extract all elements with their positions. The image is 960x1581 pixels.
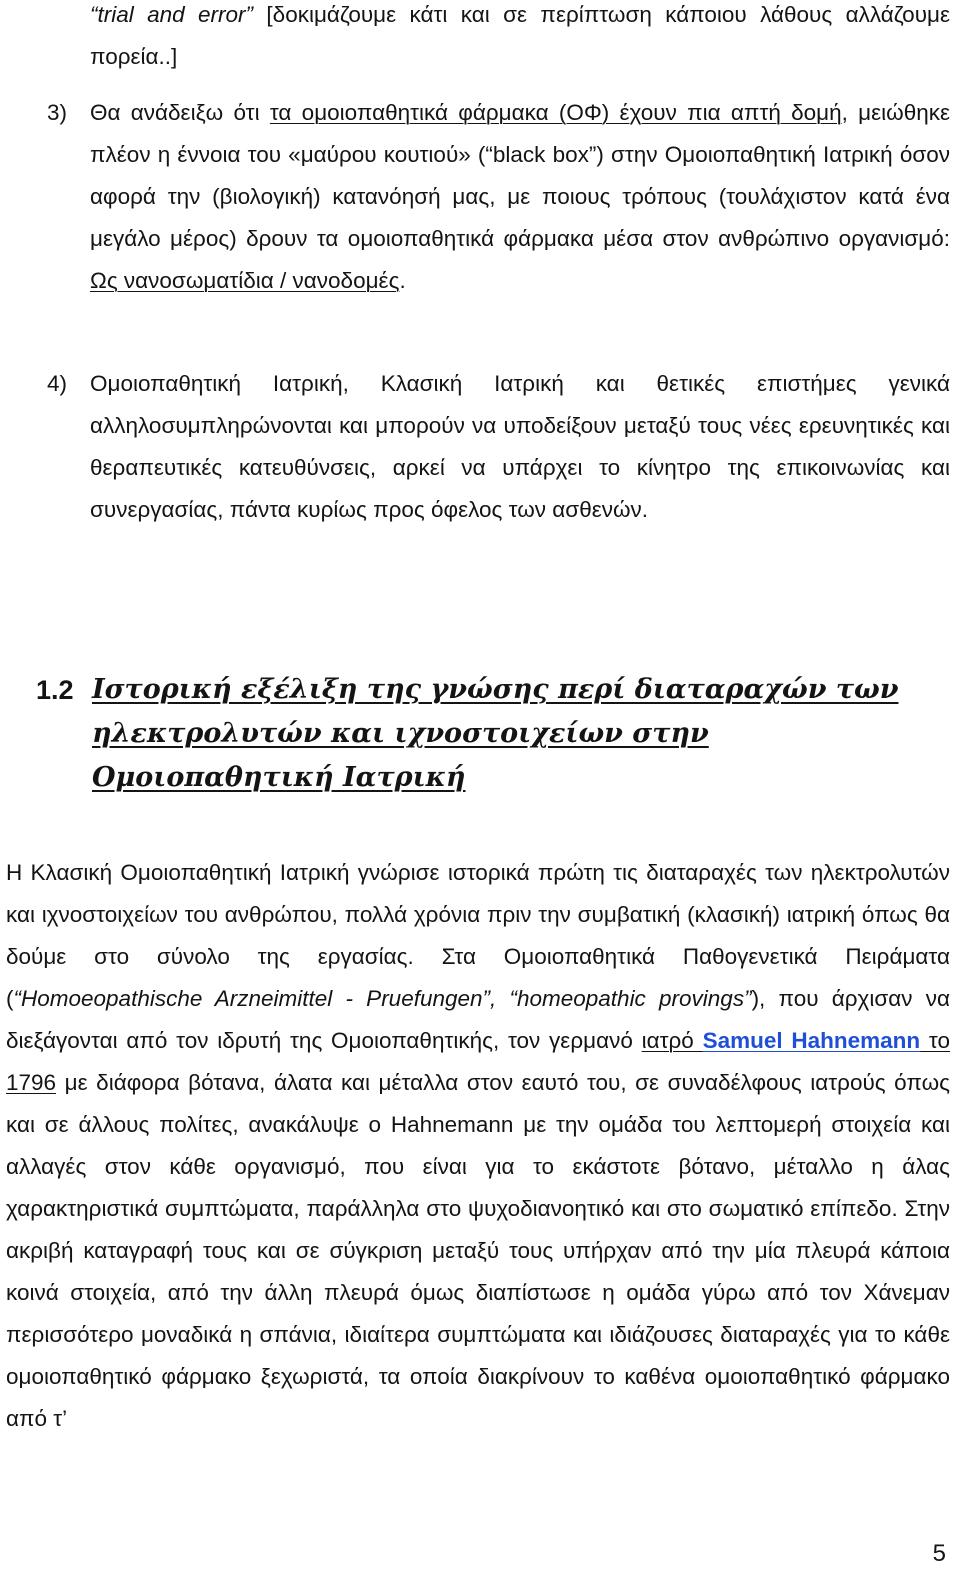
body-italic-term: “Homoeopathische Arzneimittel - Pruefungen”, “homeopathic provings” (13, 986, 752, 1011)
item3-text-c: . (399, 268, 406, 293)
body-paragraph (6, 852, 950, 1440)
section-heading (36, 668, 936, 800)
hahnemann-link[interactable]: Samuel Hahnemann (702, 1028, 921, 1053)
item3-underlined-b: Ως νανοσωματίδια / νανοδομές (90, 268, 400, 293)
body-underlined-post: το 1796 (6, 1028, 950, 1095)
list-text-4: Ομοιοπαθητική Ιατρική, Κλασική Ιατρική και θετικές επιστήμες γενικά αλληλοσυμπληρώνονται και μπορούν να υποδείξουν μεταξύ τους νέες ερευνητικές και θεραπευτικές κατευθύνσεις, αρκεί να υπάρχει το κίνητρο της επικοινωνίας και συνεργασίας, πάντα κυρίως προς όφελος των ασθενών. (90, 371, 950, 522)
list-item-3 (47, 92, 950, 302)
intro-term: “trial and error” (90, 2, 254, 27)
item3-underlined-a: τα ομοιοπαθητικά φάρμακα (ΟΦ) έχουν πια απτή δομή (269, 100, 842, 125)
intro-rest: [δοκιμάζουμε κάτι και σε περίπτωση κάποιου λάθους αλλάζουμε πορεία..] (90, 2, 950, 69)
item3-text-a: Θα ανάδειξω ότι (90, 100, 270, 125)
list-number-3: 3) (47, 100, 68, 125)
list-item-4 (47, 363, 950, 531)
list-text-3 (90, 92, 950, 302)
body-text-b: ), που άρχισαν να διεξάγονται από τον ιδρυτή της Ομοιοπαθητικής, τον γερμανό (6, 986, 950, 1053)
page-number: 5 (932, 1540, 946, 1567)
intro-paragraph (90, 0, 950, 78)
item3-text-b: , μειώθηκε πλέον η έννοια του «μαύρου κουτιού» (“black box”) στην Ομοιοπαθητική Ιατρική όσον αφορά την (βιολογική) κατανόησή μας, με ποιους τρόπους (τουλάχιστον κατά ένα μεγάλο μέρος) δρουν τα ομοιοπαθητικά φάρμακα μέσα στον ανθρώπινο οργανισμό: (90, 100, 951, 251)
body-text-a: Η Κλασική Ομοιοπαθητική Ιατρική γνώρισε ιστορικά πρώτη τις διαταραχές των ηλεκτρολυτών και ιχνοστοιχείων του ανθρώπου, πολλά χρόνια πριν την συμβατική (κλασική) ιατρική όπως θα δούμε στο σύνολο της εργασίας. Στα Ομοιοπαθητικά Παθογενετικά Πειράματα ( (6, 860, 950, 1011)
body-underlined-pre: ιατρό (641, 1028, 703, 1053)
section-title: Ιστορική εξέλιξη της γνώσης περί διαταραχών των ηλεκτρολυτών και ιχνοστοιχείων στην Ομοιοπαθητική Ιατρική (92, 674, 899, 793)
section-number: 1.2 (36, 675, 74, 705)
body-text-c: με διάφορα βότανα, άλατα και μέταλλα στον εαυτό του, σε συναδέλφους ιατρούς όπως και σε άλλους πολίτες, ανακάλυψε ο Hahnemann με την ομάδα του λεπτομερή στοιχεία και αλλαγές στον κάθε οργανισμό, που είναι για το εκάστοτε βότανο, μέταλλο η άλας χαρακτηριστικά συμπτώματα, παράλληλα στο ψυχοδιανοητικό και στο σωματικό επίπεδο. Στην ακριβή καταγραφή τους και σε σύγκριση μεταξύ τους υπήρχαν από την μία πλευρά κάποια κοινά στοιχεία, από την άλλη πλευρά όμως διαπίστωσε η ομάδα γύρω από τον Χάνεμαν περισσότερο μοναδικά η σπάνια, ιδιαίτερα συμπτώματα και ιδιάζουσες διαταραχές για το κάθε ομοιοπαθητικό φάρμακο ξεχωριστά, τα οποία διακρίνουν το καθένα ομοιοπαθητικό φάρμακο από τ’ (6, 1070, 950, 1431)
list-number-4: 4) (47, 371, 68, 396)
